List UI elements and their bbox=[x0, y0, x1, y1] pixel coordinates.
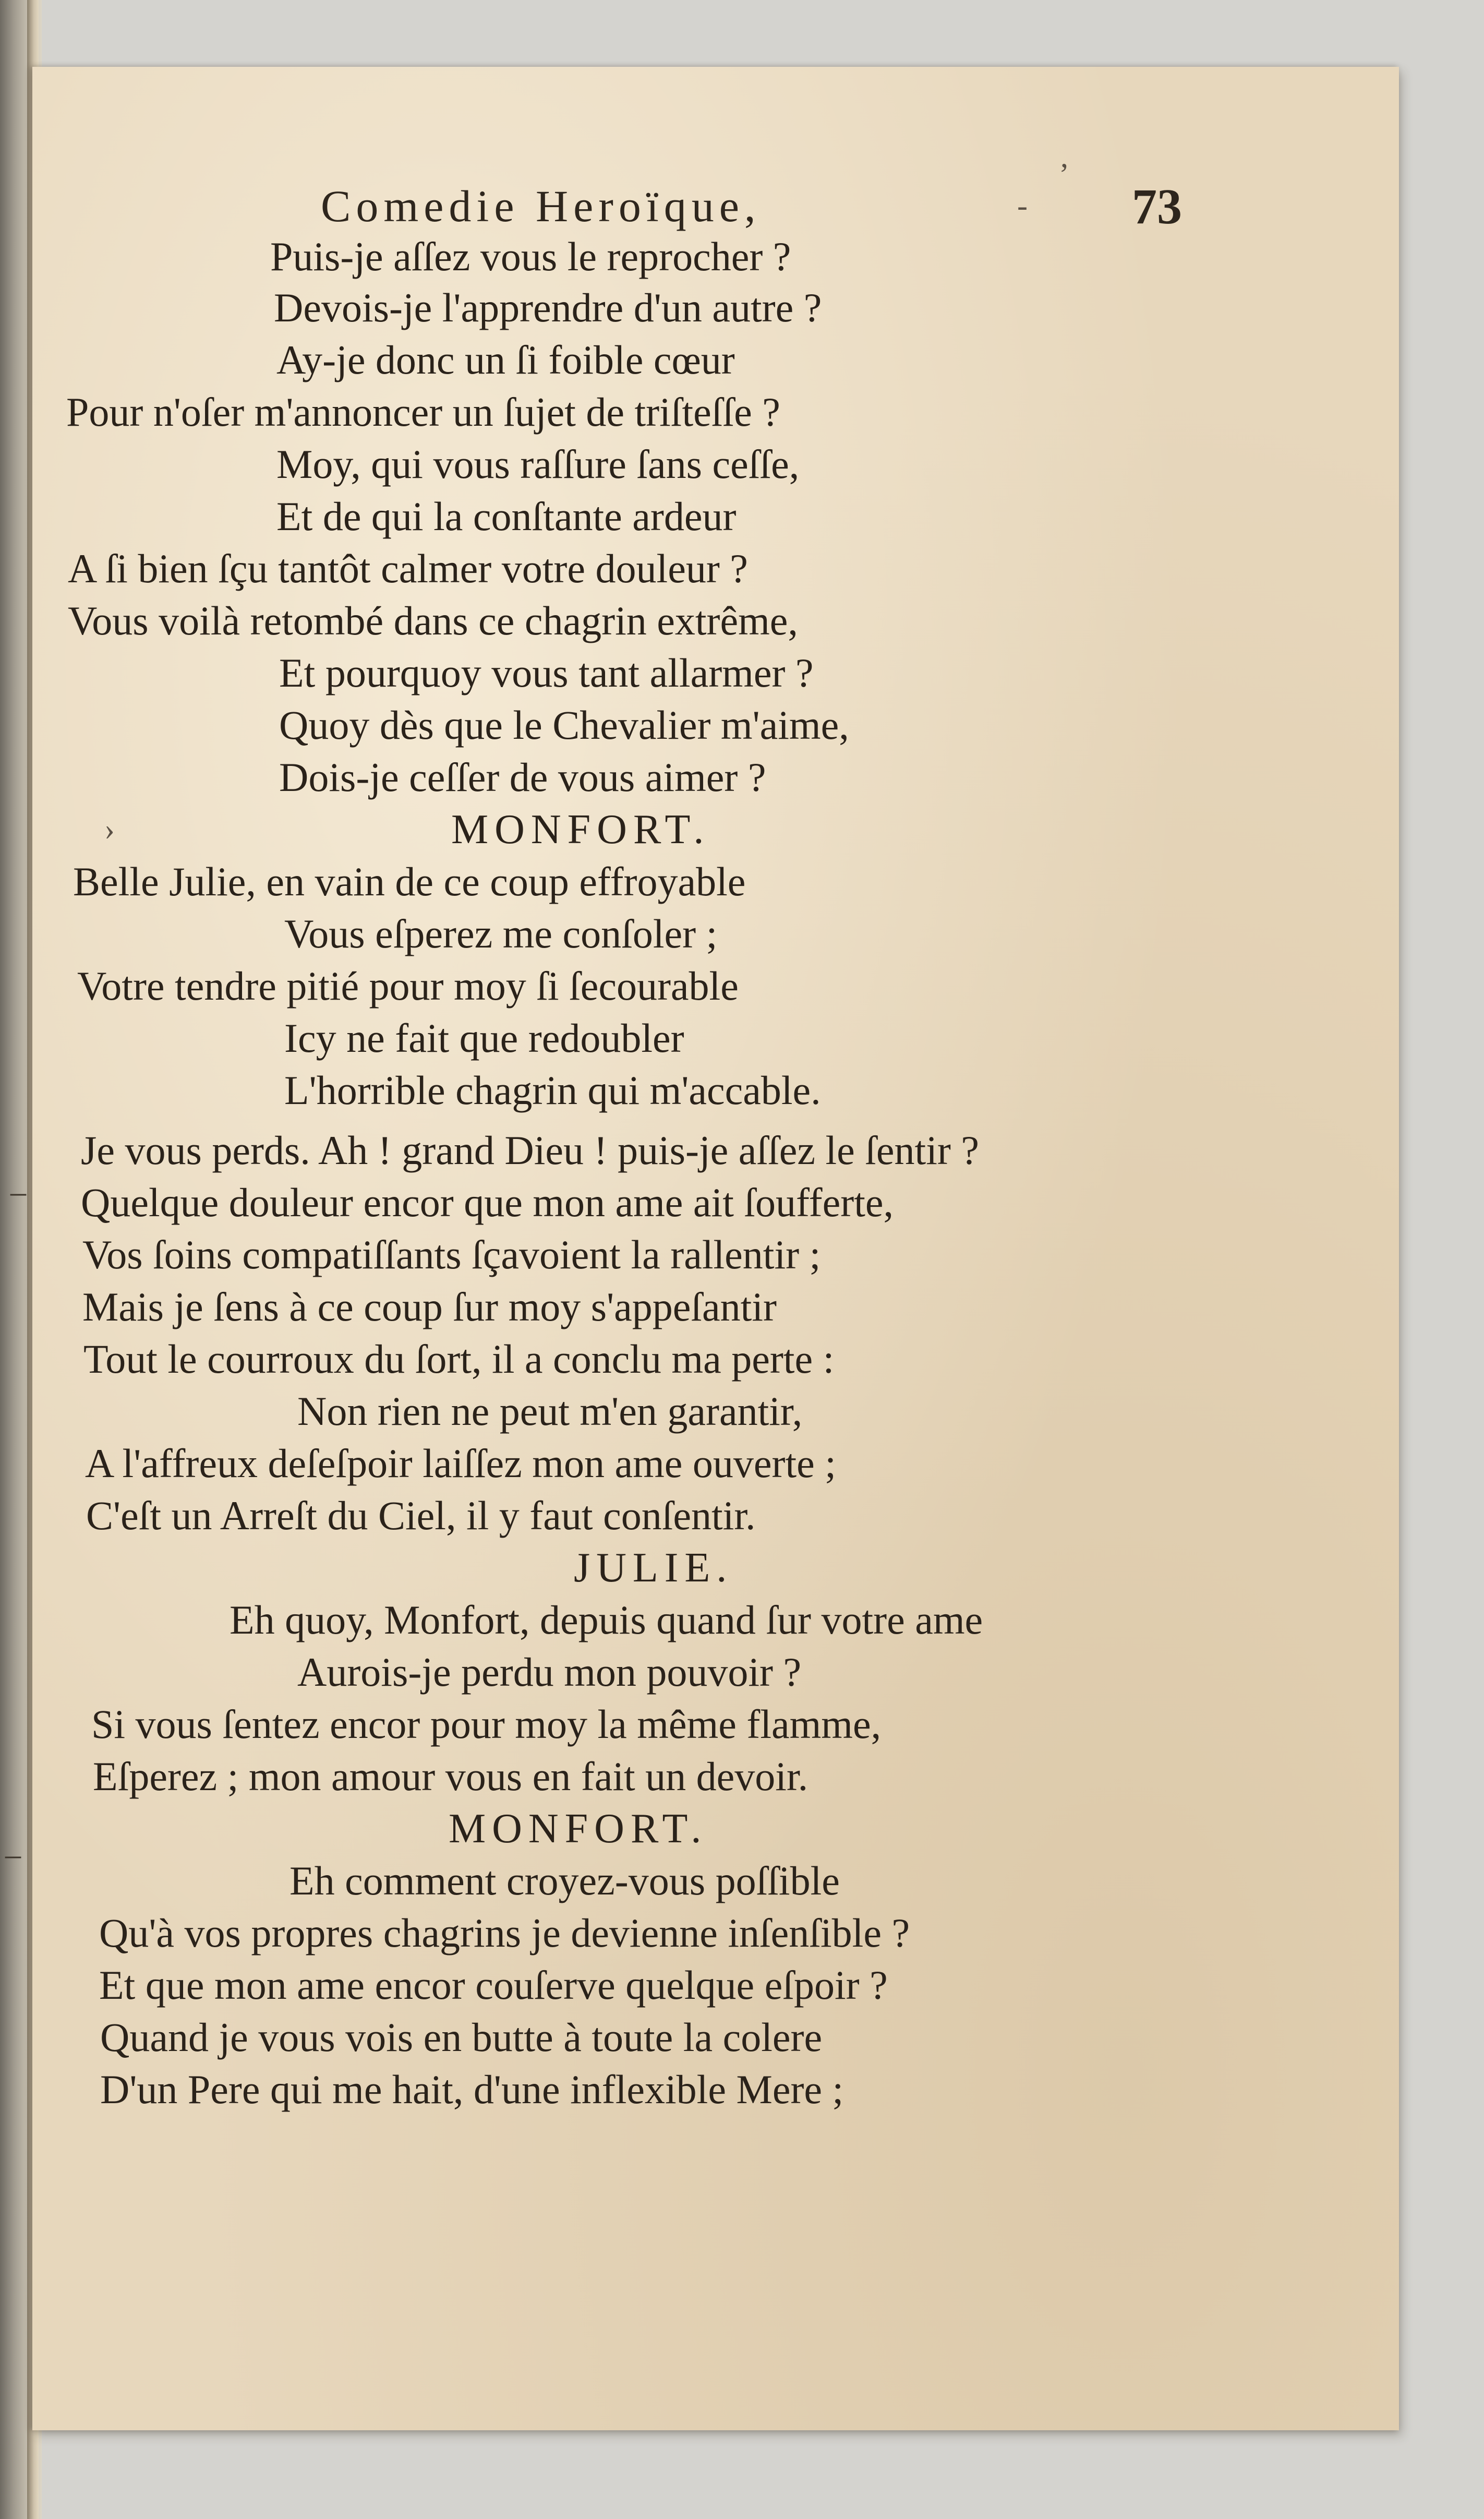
verse-line: C'eſt un Arreſt du Ciel, il y faut conſentir. bbox=[86, 1493, 756, 1538]
verse-line: Quoy dès que le Chevalier m'aime, bbox=[279, 702, 849, 748]
ink-mark: ‐ bbox=[1017, 188, 1028, 223]
verse-line: Votre tendre pitié pour moy ſi ſecourable bbox=[77, 963, 739, 1009]
running-head: Comedie Heroïque, bbox=[321, 181, 761, 231]
verse-line: Et que mon ame encor couſerve quelque eſpoir ? bbox=[99, 1962, 888, 2008]
verse-line: Aurois-je perdu mon pouvoir ? bbox=[297, 1649, 802, 1695]
verse-line: Eſperez ; mon amour vous en fait un devoir. bbox=[93, 1754, 809, 1799]
verse-line: Ay-je donc un ſi foible cœur bbox=[276, 337, 735, 382]
verse-line: Belle Julie, en vain de ce coup effroyable bbox=[73, 859, 746, 904]
verse-line: Devois-je l'apprendre d'un autre ? bbox=[274, 285, 822, 330]
verse-line: Mais je ſens à ce coup ſur moy s'appeſantir bbox=[82, 1284, 777, 1329]
verse-line: Dois-je ceſſer de vous aimer ? bbox=[279, 754, 766, 800]
verse-line: Non rien ne peut m'en garantir, bbox=[297, 1388, 803, 1434]
ink-mark: › bbox=[104, 812, 115, 846]
verse-line: Eh quoy, Monfort, depuis quand ſur votre ame bbox=[230, 1597, 983, 1642]
ink-mark: ’ bbox=[1059, 157, 1069, 191]
verse-line: Vous voilà retombé dans ce chagrin extrême, bbox=[68, 598, 798, 643]
verse-line: L'horrible chagrin qui m'accable. bbox=[284, 1067, 821, 1113]
page-number: 73 bbox=[1132, 178, 1182, 234]
verse-line: Eh comment croyez-vous poſſible bbox=[289, 1858, 840, 1903]
verse-line: Quelque douleur encor que mon ame ait ſoufferte, bbox=[81, 1180, 894, 1225]
verse-line: Et de qui la conſtante ardeur bbox=[276, 494, 737, 539]
verse-line: D'un Pere qui me hait, d'une inflexible Mere ; bbox=[100, 2067, 844, 2112]
verse-line: A ſi bien ſçu tantôt calmer votre douleur ? bbox=[68, 546, 748, 591]
verse-line: A l'affreux deſeſpoir laiſſez mon ame ouverte ; bbox=[85, 1441, 836, 1486]
verse-line: Puis-je aſſez vous le reprocher ? bbox=[270, 234, 791, 279]
ink-mark: – bbox=[5, 1837, 21, 1872]
speaker-name: JULIE. bbox=[574, 1545, 733, 1591]
verse-line: Moy, qui vous raſſure ſans ceſſe, bbox=[276, 441, 800, 487]
speaker-name: MONFORT. bbox=[449, 1806, 708, 1852]
verse-line: Si vous ſentez encor pour moy la même flamme, bbox=[91, 1701, 882, 1747]
verse-line: Qu'à vos propres chagrins je devienne inſenſible ? bbox=[99, 1910, 910, 1956]
verse-line: Icy ne fait que redoubler bbox=[284, 1015, 684, 1061]
verse-line: Quand je vous vois en butte à toute la colere bbox=[100, 2014, 823, 2060]
speaker-name: MONFORT. bbox=[451, 807, 710, 853]
verse-line: Vous eſperez me conſoler ; bbox=[284, 911, 718, 956]
verse-line: Et pourquoy vous tant allarmer ? bbox=[279, 650, 814, 695]
verse-line: Vos ſoins compatiſſants ſçavoient la rallentir ; bbox=[82, 1232, 821, 1277]
ink-mark: – bbox=[10, 1174, 26, 1209]
verse-line: Tout le courroux du ſort, il a conclu ma perte : bbox=[83, 1336, 835, 1382]
verse-line: Pour n'oſer m'annoncer un ſujet de triſteſſe ? bbox=[66, 389, 780, 435]
verse-line: Je vous perds. Ah ! grand Dieu ! puis-je aſſez le ſentir ? bbox=[81, 1127, 979, 1173]
